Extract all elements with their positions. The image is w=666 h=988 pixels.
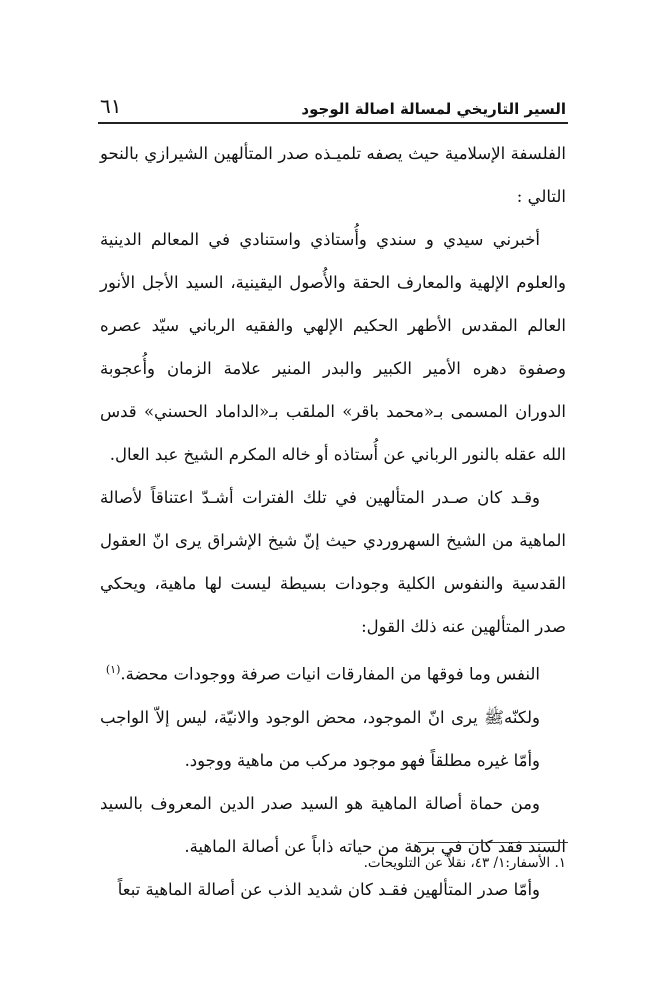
paragraph-sayyid-sanad: ومن حماة أصالة الماهية هو السيد صدر الدين المعروف بالسيد السند فقد كان في برهة من حياته ذاباً عن أصالة الماهية.	[100, 793, 566, 856]
footnote: ١. الأسفار:١/ ٤٣، نقلاً عن التلويحات.	[363, 855, 566, 871]
running-header-title: السير التاريخي لمسالة اصالة الوجود	[301, 100, 566, 118]
footnote-marker: (١)	[105, 663, 121, 676]
quote-nafs	[100, 648, 566, 696]
paragraph-intro: الفلسفة الإسلامية حيث يصفه تلميـذه صدر المتألهين الشيرازي بالنحو التالي :	[100, 144, 566, 206]
paragraph-quotation-ijaza: أخبرني سيدي و سندي وأُستاذي واستنادي في المعالم الدينية والعلوم الإلهية والمعارف الحقة والأُصول اليقينية، السيد الأجل الأنور العالم المقدس الأطهر الحكيم الإلهي والفقيه الرباني سيّد عصره وصفوة دهره الأمير الكبير والبدر المنير علامة الزمان وأُعجوبة الدوران المسمى بـ«محمد باقر» الملقب بـ«الداماد الحسني» قدس الله عقله بالنور الرباني عن أُستاذه أو خاله المكرم الشيخ عبد العال.	[100, 230, 566, 464]
quote-wajib: ولكنّهﷺ يرى انّ الموجود، محض الوجود والانيّة، ليس إلاّ الواجب وأمّا غيره مطلقاً فهو موجود مركب من ماهية ووجود.	[100, 707, 540, 770]
page-number: ٦١	[100, 94, 122, 118]
paragraph-sadr-defense: وأمّا صدر المتألهين فقـد كان شديد الذب عن أصالة الماهية تبعاً	[117, 879, 540, 899]
quote-nafs-text: النفس وما فوقها من المفارقات انيات صرفة ووجودات محضة.	[120, 664, 540, 684]
running-header	[100, 88, 566, 118]
paragraph-mulla-sadra: وقـد كان صـدر المتألهين في تلك الفترات أشـدّ اعتناقاً لأصالة الماهية من الشيخ السهروردي حيث إنّ شيخ الإشراق يرى انّ العقول القدسية والنفوس الكلية وجودات بسيطة ليست لها ماهية، ويحكي صدر المتألهين عنه ذلك القول:	[100, 488, 566, 636]
body-text	[100, 132, 566, 911]
header-divider	[98, 122, 568, 124]
footnote-divider	[418, 842, 568, 843]
